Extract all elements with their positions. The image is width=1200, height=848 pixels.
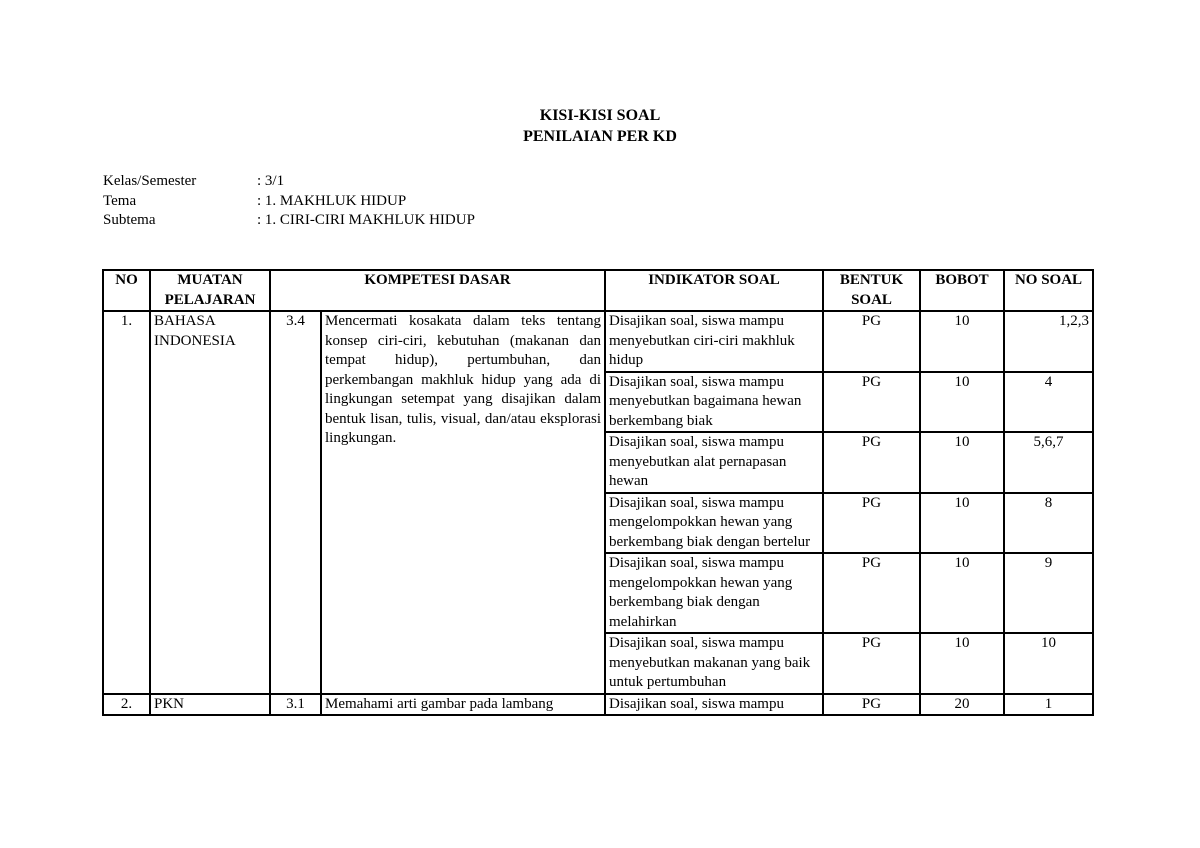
header-no-soal: NO SOAL bbox=[1004, 270, 1093, 311]
table-header-row bbox=[103, 270, 1093, 311]
meta-info bbox=[103, 172, 475, 231]
cell-no-soal: 1,2,3 bbox=[1004, 311, 1093, 372]
cell-kd-text: Mencermati kosakata dalam teks tentang konsep ciri-ciri, kebutuhan (makanan dan tempat hidup), pertumbuhan, dan perkembangan makhluk hidup yang ada di lingkungan setempat yang disajikan dalam bentuk lisan, tulis, visual, dan/atau eksplorasi lingkungan. bbox=[321, 311, 605, 694]
cell-bobot: 20 bbox=[920, 694, 1004, 716]
header-no: NO bbox=[103, 270, 150, 311]
cell-indikator: Disajikan soal, siswa mampu menyebutkan alat pernapasan hewan bbox=[605, 432, 823, 493]
cell-indikator: Disajikan soal, siswa mampu mengelompokkan hewan yang berkembang biak dengan bertelur bbox=[605, 493, 823, 554]
meta-label: Kelas/Semester bbox=[103, 173, 197, 189]
cell-muatan: PKN bbox=[150, 694, 270, 716]
cell-no-soal: 8 bbox=[1004, 493, 1093, 554]
cell-indikator: Disajikan soal, siswa mampu bbox=[605, 694, 823, 716]
cell-bobot: 10 bbox=[920, 553, 1004, 633]
cell-bobot: 10 bbox=[920, 372, 1004, 433]
header-bobot: BOBOT bbox=[920, 270, 1004, 311]
meta-value: : 1. MAKHLUK HIDUP bbox=[257, 192, 407, 209]
cell-bentuk: PG bbox=[823, 432, 920, 493]
cell-indikator: Disajikan soal, siswa mampu mengelompokkan hewan yang berkembang biak dengan melahirkan bbox=[605, 553, 823, 633]
cell-kd-code: 3.1 bbox=[270, 694, 321, 716]
meta-value: : 3/1 bbox=[257, 173, 285, 189]
cell-bobot: 10 bbox=[920, 493, 1004, 554]
cell-bentuk: PG bbox=[823, 694, 920, 716]
cell-kd-text: Memahami arti gambar pada lambang bbox=[321, 694, 605, 716]
meta-label: Tema bbox=[103, 192, 137, 209]
meta-row-tema bbox=[103, 192, 475, 212]
header-muatan: MUATAN PELAJARAN bbox=[150, 270, 270, 311]
cell-bobot: 10 bbox=[920, 633, 1004, 694]
header-bentuk: BENTUK SOAL bbox=[823, 270, 920, 311]
cell-bentuk: PG bbox=[823, 311, 920, 372]
cell-indikator: Disajikan soal, siswa mampu menyebutkan ciri-ciri makhluk hidup bbox=[605, 311, 823, 372]
cell-no-soal: 1 bbox=[1004, 694, 1093, 716]
title-line-2: PENILAIAN PER KD bbox=[523, 128, 677, 145]
kisi-kisi-table bbox=[102, 269, 1094, 716]
meta-value: : 1. CIRI-CIRI MAKHLUK HIDUP bbox=[257, 212, 475, 228]
cell-no: 1. bbox=[103, 311, 150, 694]
table-row bbox=[103, 694, 1093, 716]
cell-bentuk: PG bbox=[823, 553, 920, 633]
cell-bentuk: PG bbox=[823, 493, 920, 554]
cell-indikator: Disajikan soal, siswa mampu menyebutkan makanan yang baik untuk pertumbuhan bbox=[605, 633, 823, 694]
cell-no: 2. bbox=[103, 694, 150, 716]
header-indikator: INDIKATOR SOAL bbox=[605, 270, 823, 311]
meta-row-subtema bbox=[103, 211, 475, 231]
cell-kd-code: 3.4 bbox=[270, 311, 321, 694]
header-kompetensi-dasar: KOMPETESI DASAR bbox=[270, 270, 605, 311]
cell-bobot: 10 bbox=[920, 311, 1004, 372]
cell-no-soal: 4 bbox=[1004, 372, 1093, 433]
meta-label: Subtema bbox=[103, 212, 156, 228]
cell-no-soal: 5,6,7 bbox=[1004, 432, 1093, 493]
document-title bbox=[0, 105, 1200, 147]
cell-muatan: BAHASA INDONESIA bbox=[150, 311, 270, 694]
meta-row-kelas bbox=[103, 172, 475, 192]
cell-indikator: Disajikan soal, siswa mampu menyebutkan bagaimana hewan berkembang biak bbox=[605, 372, 823, 433]
cell-bentuk: PG bbox=[823, 372, 920, 433]
cell-bobot: 10 bbox=[920, 432, 1004, 493]
table-row bbox=[103, 311, 1093, 372]
cell-bentuk: PG bbox=[823, 633, 920, 694]
cell-no-soal: 10 bbox=[1004, 633, 1093, 694]
cell-no-soal: 9 bbox=[1004, 553, 1093, 633]
title-line-1: KISI-KISI SOAL bbox=[539, 107, 661, 124]
